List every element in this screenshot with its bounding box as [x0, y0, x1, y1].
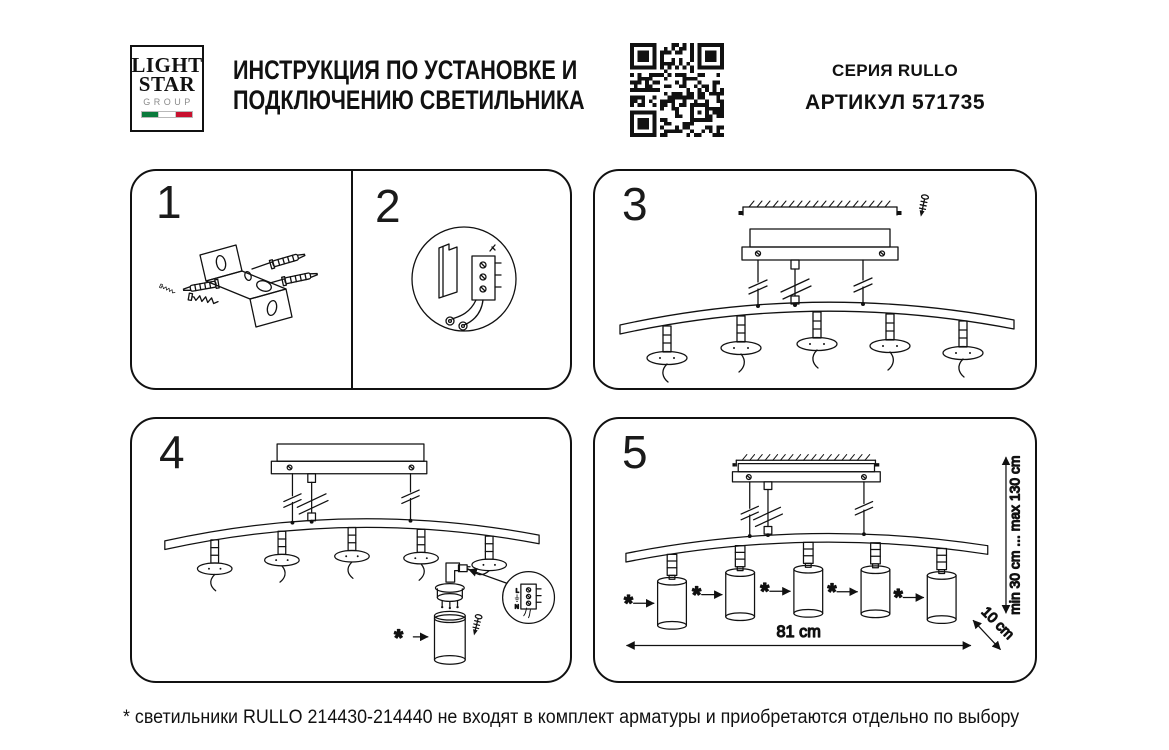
ceiling-plate	[271, 444, 426, 474]
panel-step-5	[593, 417, 1037, 683]
mounting-plate	[439, 244, 457, 298]
step-number-3: 3	[622, 178, 648, 230]
lamp-holder	[197, 540, 232, 591]
panel-step-4	[130, 417, 572, 683]
series-block	[788, 61, 1002, 115]
terminal-label-n: N	[514, 604, 519, 611]
lamp-holder	[721, 316, 761, 372]
lamp-holder	[265, 531, 300, 582]
logo-word-star: STAR	[138, 72, 196, 96]
height-dimension-label: min 30 cm ... max 130 cm	[1006, 455, 1023, 615]
screw-icon	[471, 614, 483, 636]
wiring-detail-circle	[469, 570, 554, 624]
article-label: АРТИКУЛ 571735	[804, 91, 986, 114]
depth-dimension-label: 10 cm	[977, 603, 1017, 643]
asterisk-marker: *	[893, 584, 903, 611]
title-line-1: ИНСТРУКЦИЯ ПО УСТАНОВКЕ И	[233, 55, 578, 85]
wires	[446, 300, 483, 330]
step-number-2: 2	[375, 180, 401, 232]
asterisk-marker: *	[624, 589, 633, 616]
terminal-label-l: L	[515, 588, 519, 595]
screw-icon	[917, 194, 928, 217]
panel-step-1-2	[130, 169, 572, 390]
lamp-holder	[647, 326, 687, 382]
asterisk-marker: *	[827, 578, 837, 605]
lamp-with-shade	[861, 543, 890, 618]
wall-bracket	[200, 245, 292, 327]
step-number-4: 4	[159, 426, 185, 478]
panel-step-3	[593, 169, 1037, 390]
step4-diagram	[132, 419, 570, 681]
logo-word-light: LIGHT	[131, 53, 203, 77]
height-dimension	[1006, 456, 1022, 615]
lamp-holder	[404, 529, 439, 580]
width-dimension	[627, 623, 971, 646]
ceiling-plate	[732, 464, 880, 482]
suspension-rods	[749, 260, 872, 308]
footnote-text: * светильники RULLO 214430-214440 не входят в комплект арматуры и приобретаются отдельно по выбору	[123, 707, 1020, 728]
lamp-holder	[472, 536, 507, 571]
suspension-rods	[284, 474, 419, 525]
title-line-2: ПОДКЛЮЧЕНИЮ СВЕТИЛЬНИКА	[233, 85, 585, 115]
asterisk-marker: *	[760, 577, 770, 604]
step3-diagram	[595, 171, 1035, 388]
step5-diagram	[595, 419, 1035, 681]
series-label: СЕРИЯ RULLO	[832, 61, 958, 80]
lamp-holder	[943, 321, 983, 377]
lamp-holder	[797, 312, 837, 368]
small-screw-icon	[159, 284, 175, 294]
ceiling-surface	[732, 455, 879, 467]
qr-code-icon	[630, 43, 724, 137]
lamp-socket	[435, 563, 464, 609]
step-number-5: 5	[622, 426, 648, 478]
ceiling-surface	[739, 201, 902, 215]
lamp-with-shade	[927, 549, 956, 624]
italian-flag-icon	[141, 111, 193, 118]
lamp-with-shade	[726, 546, 755, 621]
step1-diagram	[132, 171, 351, 388]
curved-bar	[165, 519, 539, 550]
lamp-holder	[870, 314, 910, 370]
flag-white-stripe	[158, 112, 176, 117]
curved-bar	[626, 533, 988, 562]
footnote	[123, 707, 1076, 729]
flag-red-stripe	[176, 112, 192, 117]
lamp-connector-wire	[458, 565, 489, 575]
lamp-with-shade	[794, 542, 823, 617]
page-title	[233, 55, 673, 115]
lightstar-logo	[130, 45, 204, 132]
step-number-1: 1	[156, 176, 182, 228]
asterisk-marker: *	[394, 624, 404, 651]
logo-word-group: GROUP	[143, 97, 194, 107]
lamp-holder	[335, 527, 370, 578]
step2-diagram	[353, 171, 570, 388]
terminal-block	[472, 245, 501, 300]
lamp-with-shade	[658, 554, 687, 629]
lamp-shade	[434, 611, 465, 664]
wall-anchor-icon	[183, 251, 318, 294]
width-dimension-label: 81 cm	[776, 622, 821, 641]
ceiling-plate	[742, 229, 898, 260]
suspension-rods	[741, 482, 872, 538]
asterisk-marker: *	[692, 581, 702, 608]
flag-green-stripe	[142, 112, 158, 117]
detail-circle	[412, 227, 516, 331]
